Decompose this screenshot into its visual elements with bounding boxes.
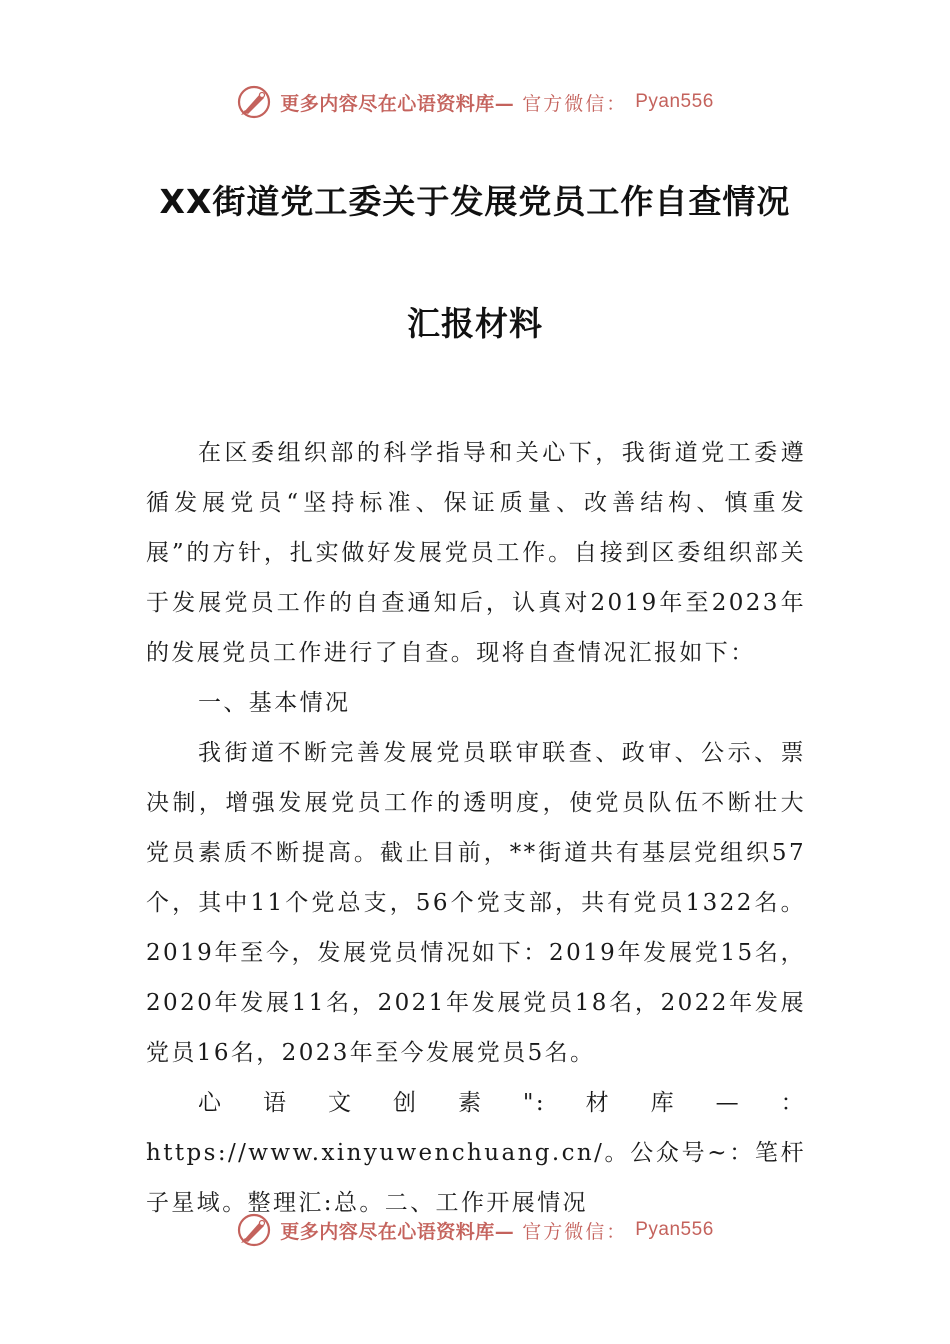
watermark-banner-top (0, 80, 950, 124)
paragraph-intro: 在区委组织部的科学指导和关心下，我街道党工委遵循发展党员“坚持标准、保证质量、改善结构、慎重发展”的方针，扎实做好发展党员工作。自接到区委组织部关于发展党员工作的自查通知后，认真对2019年至2023年的发展党员工作进行了自查。现将自查情况汇报如下： (146, 440, 806, 666)
pen-logo-icon (236, 1212, 272, 1248)
section-heading-basic: 一、基本情况 (198, 690, 351, 716)
document-body (146, 428, 806, 1228)
paragraph-basic-situation: 我街道不断完善发展党员联审联查、政审、公示、票决制，增强发展党员工作的透明度，使党员队伍不断壮大党员素质不断提高。截止目前，**街道共有基层党组织57个，其中11个党总支，56个党支部，共有党员1322名。2019年至今，发展党员情况如下：2019年发展党15名，2020年发展11名，2021年发展党员18名，2022年发展党员16名，2023年至今发展党员5名。 (146, 740, 806, 1066)
watermark-wechat-label: 官方微信： (522, 1220, 628, 1243)
watermark-banner-bottom (0, 1208, 950, 1252)
watermark-wechat-id: Pyan556 (635, 91, 714, 112)
paragraph-source-note: 心语文创素":材库—：https://www.xinyuwenchuang.cn/。公众号~：笔杆子星域。整理汇:总。二、工作开展情况 (146, 1090, 806, 1216)
watermark-wechat-id: Pyan556 (635, 1219, 714, 1240)
watermark-wechat-label: 官方微信： (522, 92, 628, 115)
watermark-text: 更多内容尽在心语资料库— (280, 1220, 515, 1243)
document-title-line-2: 汇报材料 (407, 304, 543, 343)
watermark-text: 更多内容尽在心语资料库— (280, 92, 515, 115)
pen-logo-icon (236, 84, 272, 120)
document-title-line-1: XX街道党工委关于发展党员工作自查情况 (159, 182, 791, 221)
